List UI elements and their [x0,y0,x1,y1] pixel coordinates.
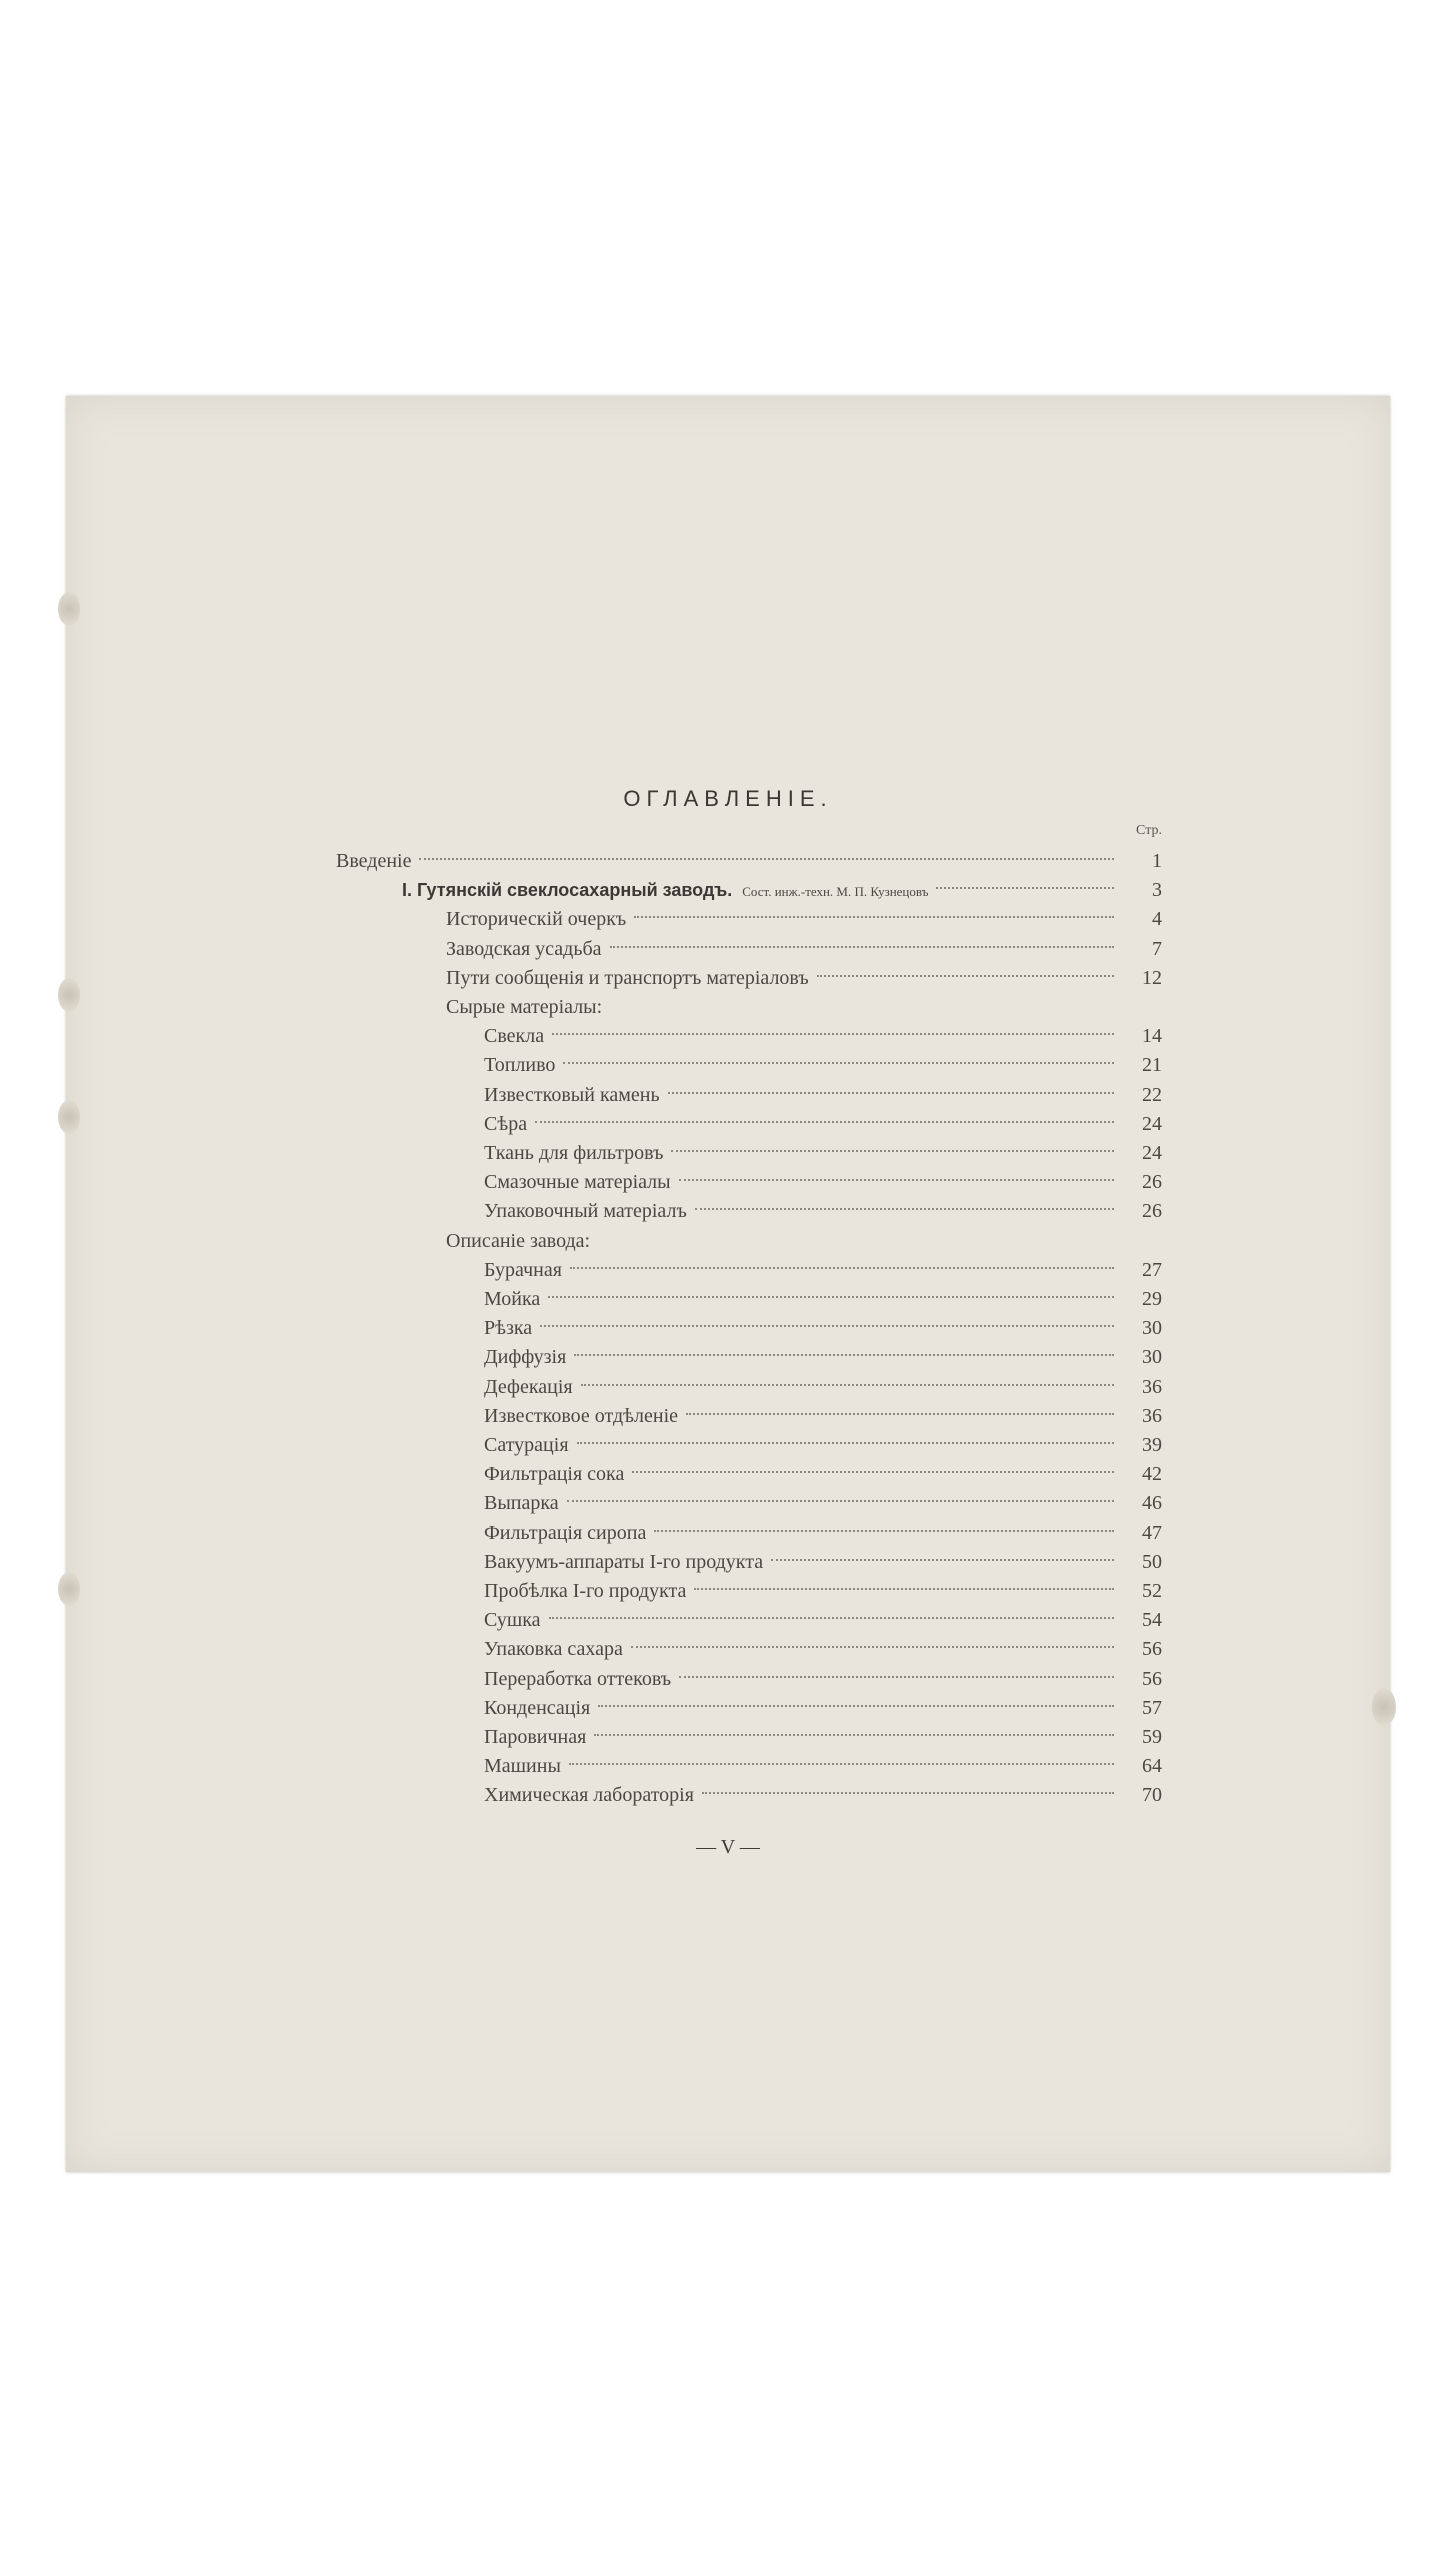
toc-entry [484,1109,1162,1139]
toc-entry-page: 7 [1152,937,1162,960]
toc-entry-label: Ткань для фильтровъ [484,1142,664,1164]
toc-entry-label: Сѣра [484,1112,528,1135]
toc-entry-page: 39 [1142,1434,1162,1456]
toc-entry-page: 36 [1142,1404,1162,1427]
toc-entry-page: 52 [1142,1580,1162,1602]
toc-entry-label: Дефекація [484,1375,573,1398]
toc-entry-label: Известковое отдѣленіе [484,1404,679,1427]
toc-entry [484,1196,1162,1226]
toc-entry-label: Топливо [484,1054,556,1077]
dot-leader [668,1092,1114,1094]
toc-entry [484,1021,1162,1051]
toc-entry-page: 22 [1142,1083,1162,1106]
dot-leader [581,1384,1114,1386]
toc-entry [484,1780,1162,1810]
binding-hole [58,978,80,1012]
toc-entry-label: Введеніе [336,850,412,872]
toc-entry-page: 27 [1142,1258,1162,1281]
toc-entry-page: 64 [1142,1755,1162,1778]
toc-entry-label: Сушка [484,1609,541,1632]
toc-entry [484,1634,1162,1664]
toc-chapter-author: Сост. инж.-техн. М. П. Кузнецовъ [742,884,929,900]
toc-entry-label: Переработка оттековъ [484,1667,672,1690]
toc-entry-page: 24 [1142,1112,1162,1135]
toc-entry [484,1722,1162,1752]
toc-entry-label: Фильтрація сока [484,1463,625,1486]
binding-hole [58,1100,80,1134]
dot-leader [817,975,1114,977]
toc-entry [336,846,1162,876]
dot-leader [631,1646,1114,1648]
toc-entry [446,934,1162,964]
dot-leader [686,1413,1114,1415]
dot-leader [535,1121,1114,1123]
toc-entry-label: Упаковочный матеріалъ [484,1200,687,1223]
toc-entry-page: 12 [1142,966,1162,989]
toc-entry-page: 36 [1142,1375,1162,1398]
toc-entry-page: 57 [1142,1696,1162,1719]
document-page [66,396,1390,2172]
page-number: — V — [696,1836,760,1858]
dot-leader [936,887,1114,889]
binding-hole [58,592,80,626]
toc-entry [484,1372,1162,1402]
toc-entry-page: 30 [1142,1317,1162,1340]
toc-entry-page: 21 [1142,1054,1162,1077]
dot-leader [563,1062,1114,1064]
toc-entry-page: 56 [1142,1667,1162,1690]
toc-entry-label: Вакуумъ-аппараты I-го продукта [484,1550,764,1573]
toc-entry-page: 56 [1142,1638,1162,1661]
toc-entry [484,1342,1162,1372]
toc-entry [484,1138,1162,1168]
toc-entry-page: 47 [1142,1521,1162,1544]
toc-entry-page: 4 [1152,908,1162,931]
page-column-header: Стр. [1136,823,1162,838]
toc-entry [484,1401,1162,1431]
toc-entry [484,1313,1162,1343]
toc-entry-label: Известковый камень [484,1083,660,1106]
toc-entry-label: Мойка [484,1288,541,1310]
toc-entry-label: Конденсація [484,1696,591,1719]
toc-entry-label: Заводская усадьба [446,937,602,960]
toc-entry [484,1255,1162,1285]
toc-entry [446,1226,590,1256]
dot-leader [548,1296,1114,1298]
dot-leader [594,1734,1114,1736]
toc-entry-page: 14 [1142,1025,1162,1048]
dot-leader [679,1676,1114,1678]
toc-entry [484,1751,1162,1781]
toc-entry [484,1080,1162,1110]
toc-entry [484,1547,1162,1577]
toc-entry-label: Диффузія [484,1346,567,1369]
toc-entry-label: Смазочные матеріалы [484,1171,671,1194]
toc-entry-label: Паровичная [484,1726,587,1748]
dot-leader [702,1792,1114,1794]
toc-entry [484,1605,1162,1635]
toc-entry-label: Сатурація [484,1434,569,1456]
toc-entry-label: Упаковка сахара [484,1638,623,1661]
toc-entry-page: 26 [1142,1200,1162,1223]
dot-leader [695,1208,1114,1210]
toc-entry [484,1488,1162,1518]
dot-leader [569,1763,1114,1765]
toc-entry-label: Химическая лабораторія [484,1784,694,1807]
toc-entry [484,1430,1162,1460]
dot-leader [574,1354,1114,1356]
dot-leader [567,1500,1114,1502]
toc-entry [484,1167,1162,1197]
toc-entry-page: 3 [1152,879,1162,902]
toc-entry-label: Сырые матеріалы: [446,996,603,1018]
toc-entry [446,992,602,1022]
toc-entry [484,1518,1162,1548]
binding-hole [58,1572,80,1606]
toc-entry-label: Пробѣлка I-го продукта [484,1580,687,1602]
toc-entry [402,875,1162,905]
toc-entry-label: Бурачная [484,1258,562,1281]
toc-entry-page: 24 [1142,1142,1162,1164]
toc-entry-label: Историческій очеркъ [446,908,627,931]
toc-entry-page: 70 [1142,1784,1162,1807]
toc-entry [484,1284,1162,1314]
dot-leader [679,1179,1114,1181]
toc-entry [484,1693,1162,1723]
toc-entry-page: 50 [1142,1550,1162,1573]
toc-entry-page: 29 [1142,1288,1162,1310]
toc-entry-label: Свекла [484,1025,545,1048]
dot-leader [598,1705,1114,1707]
dot-leader [771,1559,1114,1561]
toc-entry-page: 30 [1142,1346,1162,1369]
dot-leader [577,1442,1114,1444]
dot-leader [654,1530,1114,1532]
toc-entry-page: 59 [1142,1726,1162,1748]
toc-title: ОГЛАВЛЕНІЕ. [623,786,833,811]
toc-entry-label: Фильтрація сиропа [484,1521,647,1544]
toc-entry [446,963,1162,993]
toc-entry-label: Рѣзка [484,1317,533,1340]
toc-entry-page: 42 [1142,1463,1162,1486]
toc-entry [484,1050,1162,1080]
dot-leader [419,858,1114,860]
toc-entry-label: Пути сообщенія и транспортъ матеріаловъ [446,966,809,989]
toc-entry-label: Машины [484,1755,561,1778]
toc-entry-page: 1 [1152,850,1162,872]
dot-leader [634,916,1114,918]
toc-entry [484,1664,1162,1694]
dot-leader [540,1325,1114,1327]
toc-entry-page: 26 [1142,1171,1162,1194]
dot-leader [549,1617,1114,1619]
dot-leader [570,1267,1114,1269]
dot-leader [632,1471,1114,1473]
toc-chapter-label [402,875,928,907]
dot-leader [671,1150,1114,1152]
toc-entry [484,1576,1162,1606]
binding-hole [1372,1688,1396,1726]
toc-entry-label: Описаніе завода: [446,1229,591,1252]
dot-leader [694,1588,1114,1590]
toc-entry-label: Выпарка [484,1492,559,1515]
toc-chapter-title: I. Гутянскій свеклосахарный заводъ. [402,880,733,901]
toc-entry [446,904,1162,934]
dot-leader [552,1033,1114,1035]
toc-entry [484,1459,1162,1489]
toc-entry-page: 54 [1142,1609,1162,1632]
dot-leader [610,946,1114,948]
toc-entry-page: 46 [1142,1492,1162,1515]
